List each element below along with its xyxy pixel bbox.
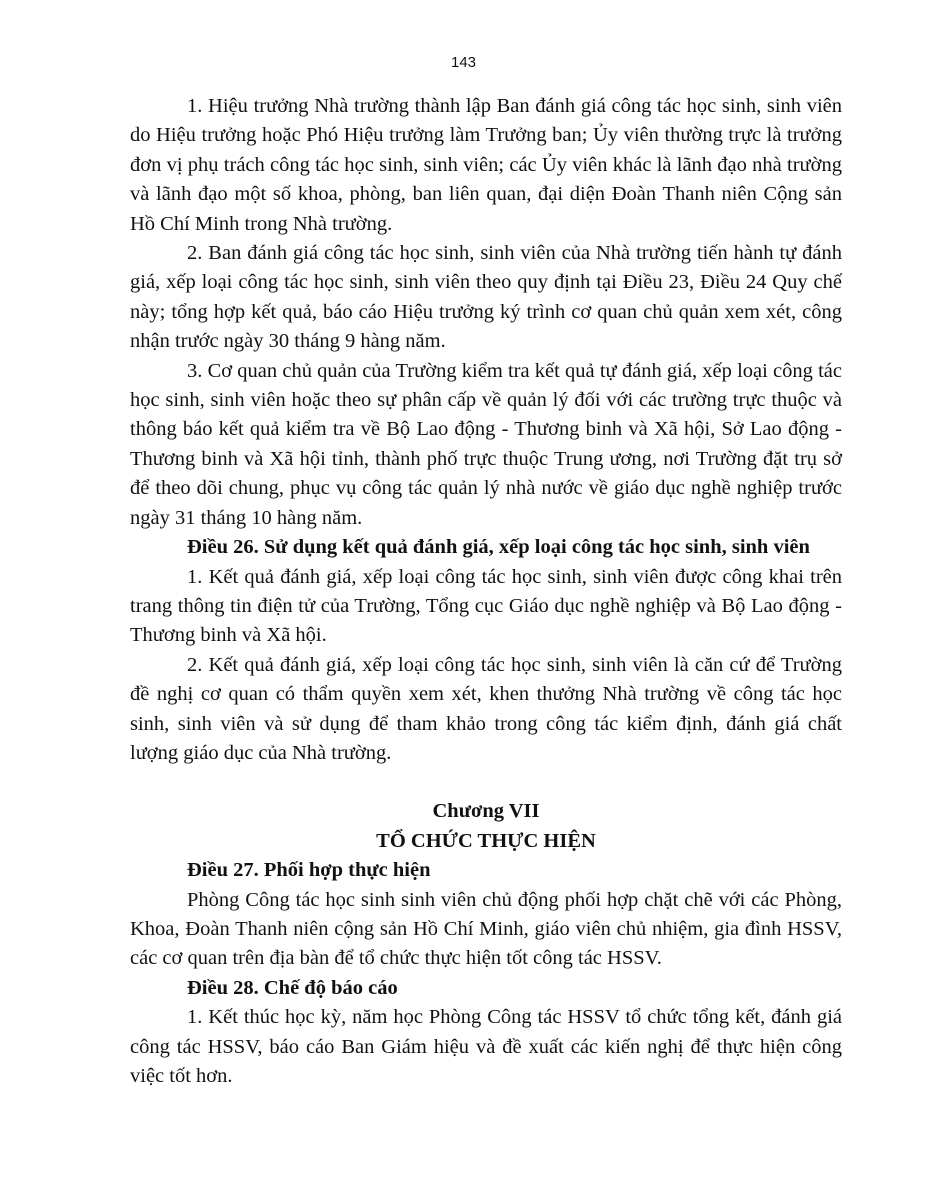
page-number: 143 [450, 54, 477, 71]
article-26-heading: Điều 26. Sử dụng kết quả đánh giá, xếp loại công tác học sinh, sinh viên [187, 536, 810, 559]
article-28-heading: Điều 28. Chế độ báo cáo [187, 976, 398, 999]
chapter-title: TỔ CHỨC THỰC HIỆN [376, 829, 596, 852]
chapter-header [130, 797, 842, 856]
paragraph-3: 3. Cơ quan chủ quản của Trường kiểm tra kết quả tự đánh giá, xếp loại công tác học sinh, sinh viên hoặc theo sự phân cấp về quản lý đối với các trường trực thuộc và thông báo kết quả kiểm tra về Bộ Lao động - Thương binh và Xã hội, Sở Lao động - Thương binh và Xã hội tỉnh, thành phố trực thuộc Trung ương, nơi Trường đặt trụ sở để theo dõi chung, phục vụ công tác quản lý nhà nước về giáo dục nghề nghiệp trước ngày 31 tháng 10 hàng năm. [130, 359, 842, 529]
chapter-label: Chương VII [432, 800, 540, 823]
article-28-paragraph-1: 1. Kết thúc học kỳ, năm học Phòng Công tác HSSV tổ chức tổng kết, đánh giá công tác HSSV, báo cáo Ban Giám hiệu và đề xuất các kiến nghị để thực hiện công việc tốt hơn. [130, 1006, 842, 1087]
article-27-paragraph-1: Phòng Công tác học sinh sinh viên chủ động phối hợp chặt chẽ với các Phòng, Khoa, Đoàn Thanh niên cộng sản Hồ Chí Minh, giáo viên chủ nhiệm, gia đình HSSV, các cơ quan trên địa bàn để tổ chức thực hiện tốt công tác HSSV. [130, 888, 842, 970]
article-26-paragraph-2: 2. Kết quả đánh giá, xếp loại công tác học sinh, sinh viên là căn cứ để Trường đề nghị cơ quan có thẩm quyền xem xét, khen thưởng Nhà trường về công tác học sinh, sinh viên và sử dụng để tham khảo trong công tác kiểm định, đánh giá chất lượng giáo dục của Nhà trường. [130, 653, 842, 764]
article-27-heading: Điều 27. Phối hợp thực hiện [187, 859, 431, 882]
document-body [130, 92, 842, 1091]
article-26-paragraph-1: 1. Kết quả đánh giá, xếp loại công tác học sinh, sinh viên được công khai trên trang thông tin điện tử của Trường, Tổng cục Giáo dục nghề nghiệp và Bộ Lao động - Thương binh và Xã hội. [130, 565, 842, 647]
paragraph-2: 2. Ban đánh giá công tác học sinh, sinh viên của Nhà trường tiến hành tự đánh giá, xếp loại công tác học sinh, sinh viên theo quy định tại Điều 23, Điều 24 Quy chế này; tổng hợp kết quả, báo cáo Hiệu trưởng ký trình cơ quan chủ quản xem xét, công nhận trước ngày 30 tháng 9 hàng năm. [130, 242, 842, 353]
paragraph-1: 1. Hiệu trưởng Nhà trường thành lập Ban đánh giá công tác học sinh, sinh viên do Hiệu trưởng hoặc Phó Hiệu trưởng làm Trưởng ban; Ủy viên thường trực là trưởng đơn vị phụ trách công tác học sinh, sinh viên; các Ủy viên khác là lãnh đạo nhà trường và lãnh đạo một số khoa, phòng, ban liên quan, đại diện Đoàn Thanh niên Cộng sản Hồ Chí Minh trong Nhà trường. [130, 95, 842, 235]
